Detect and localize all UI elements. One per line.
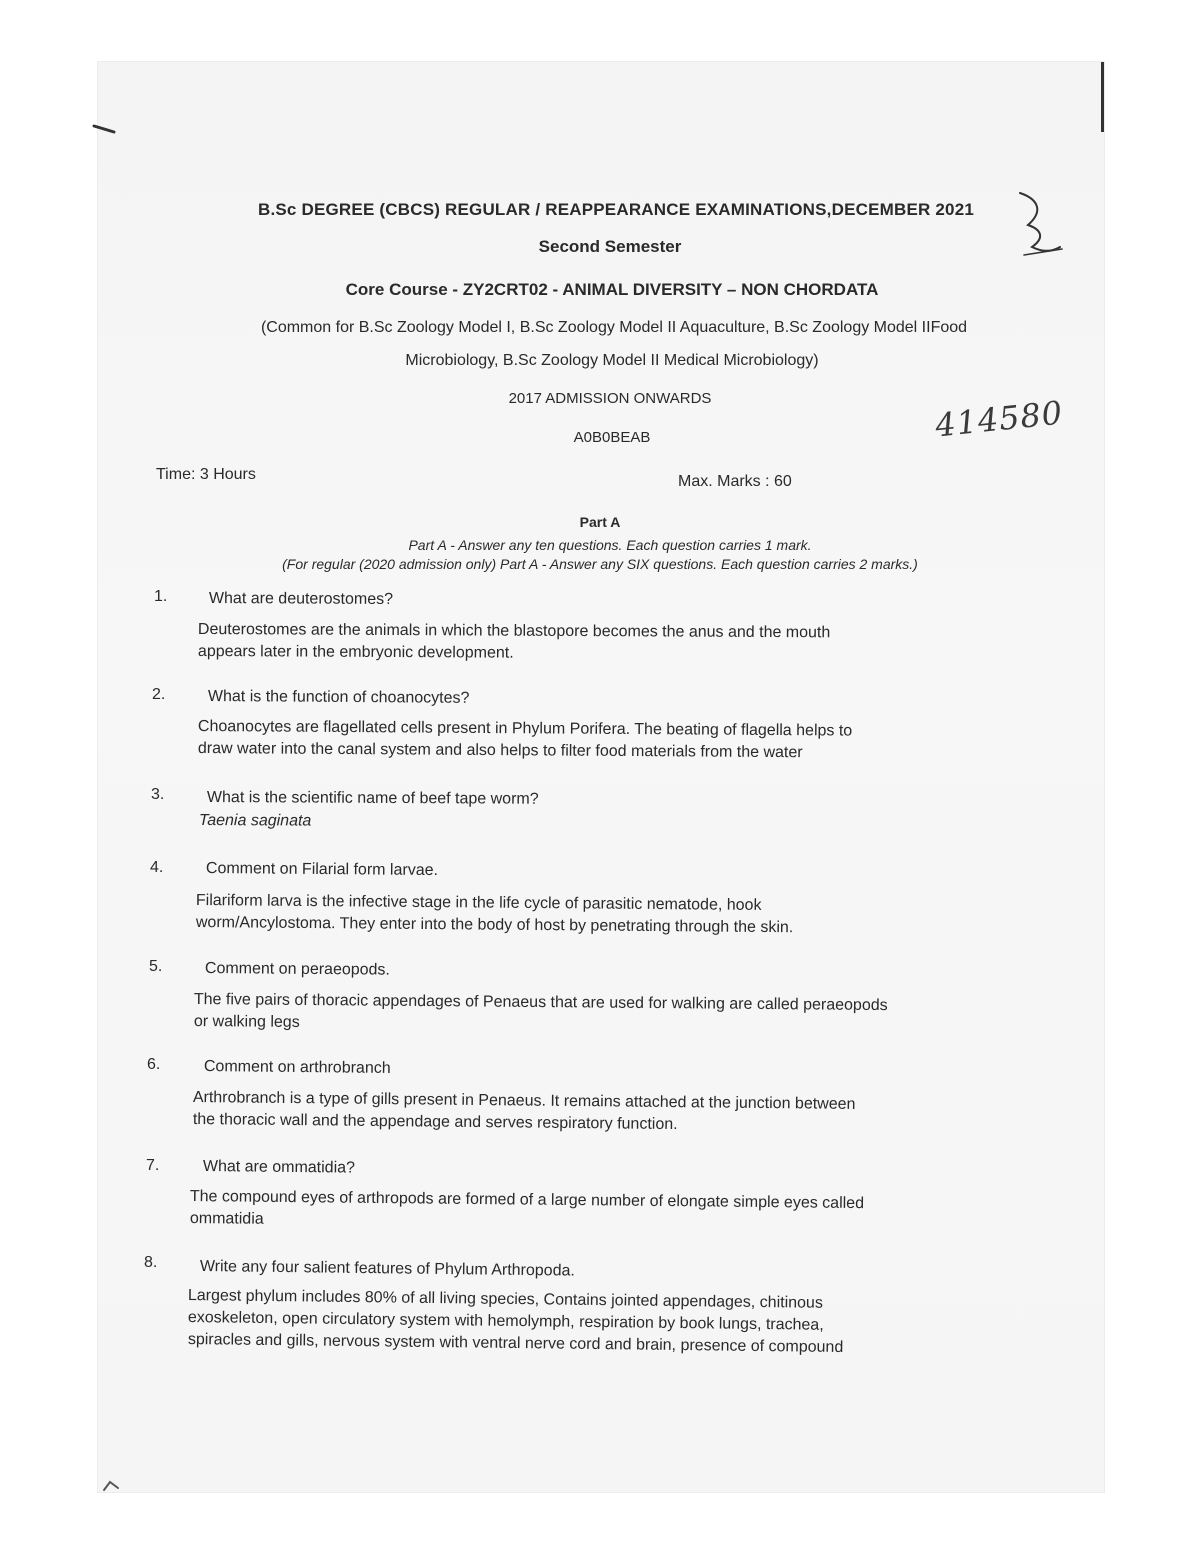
answer-line: exoskeleton, open circulatory system with hemolymph, respiration by book lungs, trachea, [187,1308,824,1334]
max-marks: Max. Marks : 60 [678,473,792,490]
paper-sheet [98,62,1104,1492]
part-a-regular-instruction: (For regular (2020 admission only) Part A - Answer any SIX questions. Each question carries 2 marks.) [282,556,918,572]
part-a-instruction: Part A - Answer any ten questions. Each question carries 1 mark. [408,537,812,553]
question-number: 4. [150,859,164,876]
exam-title: B.Sc DEGREE (CBCS) REGULAR / REAPPEARANCE EXAMINATIONS,DECEMBER 2021 [257,200,975,219]
answer-line: Largest phylum includes 80% of all living species, Contains jointed appendages, chitinous [187,1286,823,1312]
part-a-title: Part A [579,514,621,530]
answer-line: spiracles and gills, nervous system with ventral nerve cord and brain, presence of compound [187,1330,844,1357]
answer-line: the thoracic wall and the appendage and serves respiratory function. [192,1110,678,1134]
admission-line: 2017 ADMISSION ONWARDS [508,390,712,407]
answer-line: appears later in the embryonic development. [197,643,514,662]
course-title: Core Course - ZY2CRT02 - ANIMAL DIVERSITY – NON CHORDATA [345,280,879,299]
question-text: What are deuterostomes? [208,590,394,608]
question-text: What is the scientific name of beef tape worm? [206,789,539,808]
answer-line: Arthrobranch is a type of gills present in Penaeus. It remains attached at the junction between [192,1088,856,1113]
semester-title: Second Semester [538,237,682,256]
handwritten-scribble [1010,185,1070,270]
bottom-pen-mark [100,1478,124,1494]
question-text: Write any four salient features of Phylum Arthropoda. [199,1258,575,1280]
question-text: Comment on Filarial form larvae. [205,860,439,880]
page-edge-mark [1101,62,1104,132]
question-text: What are ommatidia? [202,1158,356,1177]
answer-line: The compound eyes of arthropods are formed of a large number of elongate simple eyes called [189,1187,865,1213]
answer-line: Taenia saginata [198,812,312,830]
question-number: 2. [152,686,166,703]
question-number: 6. [147,1056,161,1073]
question-text: What is the function of choanocytes? [207,688,470,707]
question-number: 3. [151,786,165,803]
question-text: Comment on peraeopods. [204,960,390,979]
answer-line: Deuterostomes are the animals in which the blastopore becomes the anus and the mouth [197,621,831,642]
answer-line: The five pairs of thoracic appendages of Penaeus that are used for walking are called peraeopods [193,990,888,1015]
question-text: Comment on arthrobranch [203,1058,391,1077]
answer-line: Choanocytes are flagellated cells present in Phylum Porifera. The beating of flagella helps to [197,717,853,740]
answer-line: Filariform larva is the infective stage in the life cycle of parasitic nematode, hook [195,891,762,914]
margin-pen-mark [92,122,122,138]
common-for-line-2: Microbiology, B.Sc Zoology Model II Medical Microbiology) [405,352,819,369]
question-number: 5. [149,958,163,975]
question-number: 8. [144,1254,158,1271]
paper-code: A0B0BEAB [573,429,651,446]
answer-line: worm/Ancylostoma. They enter into the body of host by penetrating through the skin. [195,913,794,937]
common-for-line-1: (Common for B.Sc Zoology Model I, B.Sc Zoology Model II Aquaculture, B.Sc Zoology Model IIFood [260,319,968,336]
question-number: 7. [146,1157,160,1174]
question-number: 1. [154,588,168,605]
answer-line: draw water into the canal system and also helps to filter food materials from the water [197,739,803,762]
handwritten-register-number: 414580 [933,393,1065,445]
exam-duration: Time: 3 Hours [156,466,256,483]
answer-line: or walking legs [193,1012,300,1031]
answer-line: ommatidia [189,1209,264,1228]
